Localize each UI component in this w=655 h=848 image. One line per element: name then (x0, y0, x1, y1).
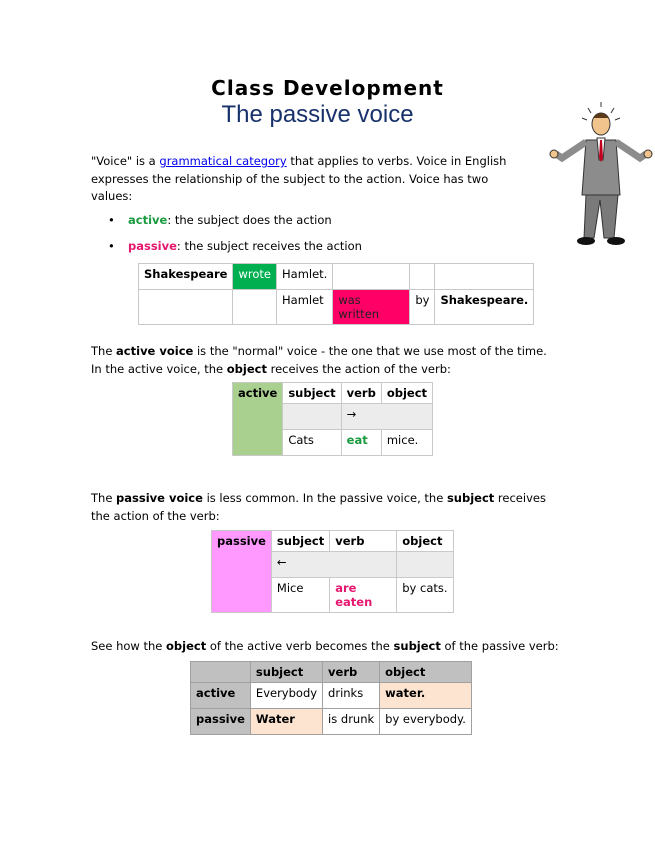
text: of the passive verb: (440, 639, 559, 653)
table-cell (435, 264, 534, 290)
bullet-active (108, 213, 332, 227)
bold-text: subject (393, 639, 441, 653)
bold-text: object (226, 361, 267, 376)
table-header: verb (341, 383, 381, 404)
businessman-shrugging-illustration (548, 100, 655, 250)
table-cell (397, 552, 453, 578)
table-cell: Shakespeare. (435, 290, 534, 325)
table-cell (283, 404, 341, 430)
table-row (139, 290, 534, 325)
table-cell: by cats. (397, 578, 453, 613)
table-cell: wrote (233, 264, 277, 290)
table-header: subject (271, 531, 329, 552)
text: receives the action of the verb: (266, 361, 451, 376)
intro-text-end: that applies to verbs. Voice in English expresses the relationship of the subject to the action. Voice has two values: (91, 154, 507, 203)
bullet-text: : the subject receives the action (176, 239, 362, 253)
table-cell: is drunk (323, 709, 380, 735)
passive-voice-table (211, 530, 454, 613)
text: The (91, 491, 117, 505)
bold-text: active voice (116, 344, 194, 358)
bullet-text: : the subject does the action (167, 213, 332, 227)
table-cell: Cats (283, 430, 341, 456)
table-row (191, 709, 472, 735)
table-cell: Mice (271, 578, 329, 613)
page-subtitle: The passive voice (221, 101, 414, 128)
bullet-dot-icon: • (108, 213, 115, 227)
transform-paragraph (91, 638, 561, 656)
table-cell: Hamlet (277, 290, 333, 325)
table-row (191, 662, 472, 683)
table-cell: eat (341, 430, 381, 456)
text: receives the action of the verb: (91, 491, 546, 523)
comparison-table (190, 661, 472, 735)
table-cell: mice. (381, 430, 432, 456)
table-cell (139, 290, 233, 325)
table-cell: drinks (323, 683, 380, 709)
bullet-passive (108, 239, 362, 253)
table-cell (233, 290, 277, 325)
row-label: active (191, 683, 251, 709)
bullet-term: active (128, 213, 168, 227)
table-cell: Everybody (250, 683, 322, 709)
passive-label-cell: passive (212, 531, 272, 613)
page-title: Class Development (211, 76, 444, 100)
right-arrow-icon: → (341, 404, 432, 430)
text: is less common. In the passive voice, the (202, 491, 447, 505)
table-cell: are eaten (330, 578, 397, 613)
table-header (191, 662, 251, 683)
table-row (233, 383, 433, 404)
bold-text: passive voice (116, 491, 203, 505)
intro-text-start: "Voice" is a (91, 154, 160, 168)
table-cell (410, 264, 435, 290)
table-cell: water. (380, 683, 472, 709)
text: of the active verb becomes the (206, 639, 394, 653)
passive-voice-paragraph (91, 490, 551, 525)
bold-text: subject (446, 491, 495, 505)
table-cell: by (410, 290, 435, 325)
table-header: object (380, 662, 472, 683)
active-voice-paragraph (91, 343, 551, 378)
table-header: subject (283, 383, 341, 404)
example-table (138, 263, 534, 325)
table-header: object (381, 383, 432, 404)
text: The (91, 344, 117, 358)
active-label-cell: active (233, 383, 283, 456)
active-voice-table (232, 382, 433, 456)
table-cell (333, 264, 410, 290)
table-row (212, 531, 454, 552)
grammatical-category-link[interactable]: grammatical category (159, 154, 287, 168)
table-row (139, 264, 534, 290)
bold-text: object (166, 639, 207, 653)
table-cell: Shakespeare (139, 264, 233, 290)
bullet-dot-icon: • (108, 239, 115, 253)
table-header: verb (330, 531, 397, 552)
table-header: subject (250, 662, 322, 683)
text: is the "normal" voice - the one that we use most of the time. In the active voice, the (91, 344, 547, 376)
text: See how the (91, 639, 167, 653)
table-row (191, 683, 472, 709)
left-arrow-icon: ← (271, 552, 396, 578)
table-cell: Water (250, 709, 322, 735)
table-cell: by everybody. (380, 709, 472, 735)
bullet-term: passive (128, 239, 177, 253)
table-cell: Hamlet. (277, 264, 333, 290)
table-header: verb (323, 662, 380, 683)
table-cell: was written (333, 290, 410, 325)
row-label: passive (191, 709, 251, 735)
table-header: object (397, 531, 453, 552)
intro-paragraph (91, 153, 531, 206)
